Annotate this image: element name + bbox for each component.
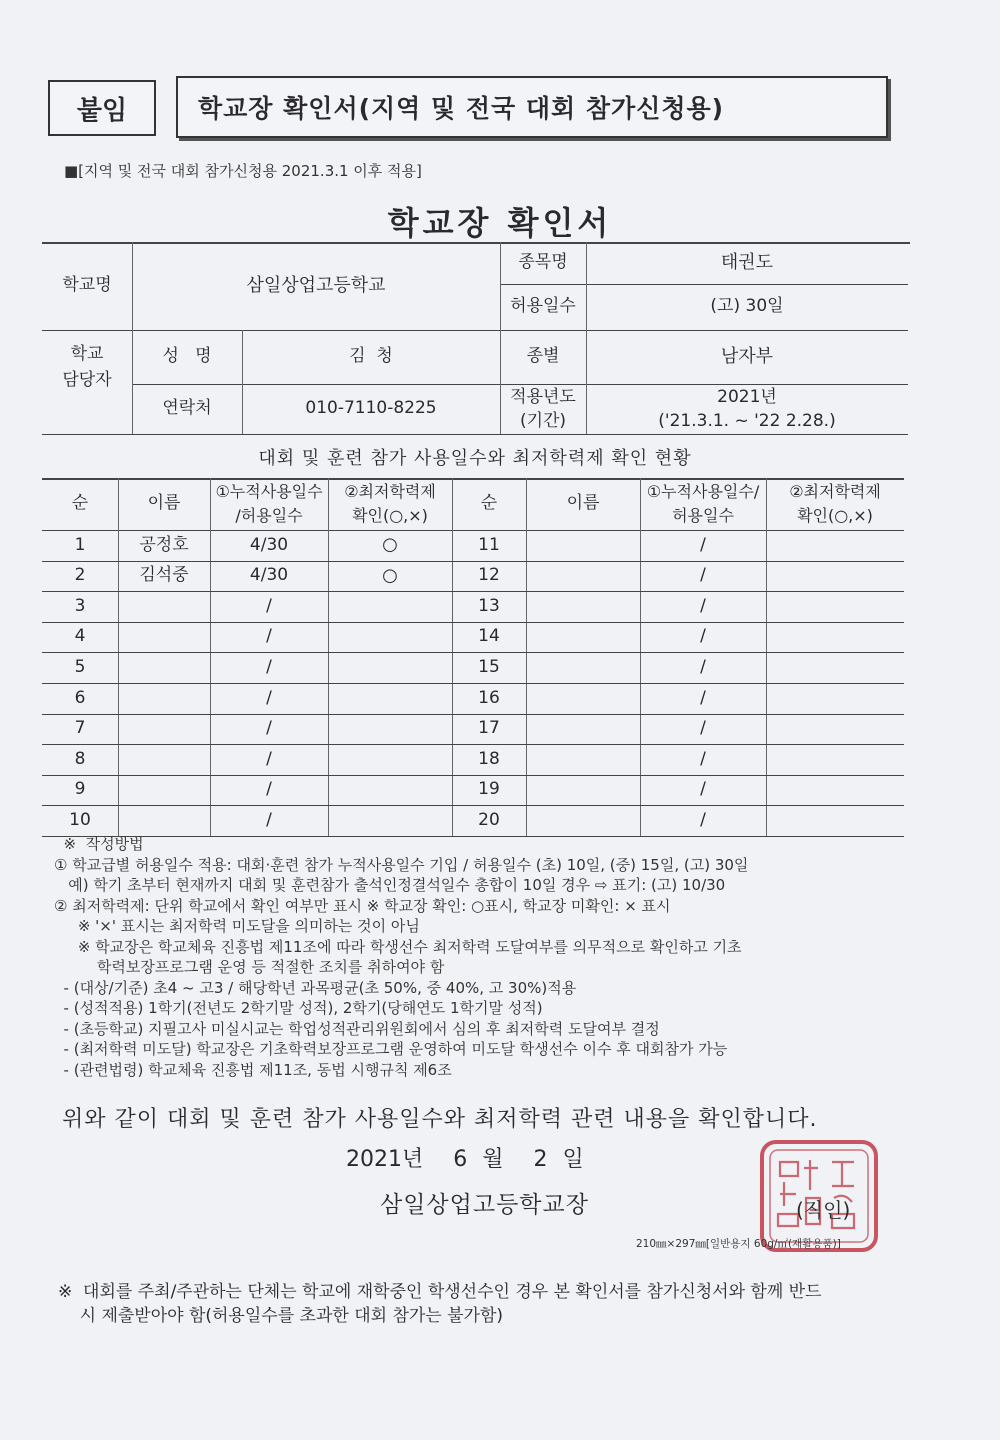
header-name-left: 이름 (147, 493, 181, 514)
allowed-days-label: 허용일수 (510, 296, 576, 317)
header-academic-left-line1: ②최저학력제 (344, 482, 436, 501)
paper-size-text: 210㎜×297㎜[일반용지 60g/㎡(재활용품)] (636, 1238, 841, 1250)
note-line: ※ 학교장은 학교체육 진흥법 제11조에 따라 학생선수 최저학력 도달여부를 의무적으로 확인하고 기초 (54, 937, 742, 956)
table-cell-no: 15 (478, 657, 500, 678)
table-cell-no: 7 (74, 718, 86, 739)
table-cell-name (526, 622, 640, 653)
table-cell-days: / (266, 718, 272, 739)
table-cell-no: 8 (74, 748, 86, 769)
header-academic-right-line1: ②최저학력제 (789, 482, 881, 501)
table-cell-no: 1 (74, 534, 86, 555)
table-cell-name (526, 561, 640, 592)
table-cell-academic (766, 530, 904, 561)
bottom-note-line2: 시 제출받아야 함(허용일수를 초과한 대회 참가는 불가함) (58, 1306, 504, 1326)
table-cell-academic (328, 744, 452, 775)
table-cell-no: 5 (74, 657, 86, 678)
header-order-left: 순 (71, 493, 89, 514)
table-cell-name (526, 591, 640, 622)
note-line: ※ '×' 표시는 최저학력 미도달을 의미하는 것이 아님 (54, 917, 420, 935)
seal-label: (직인) (796, 1198, 851, 1222)
table-cell-no: 11 (478, 534, 500, 555)
table-cell-academic (766, 744, 904, 775)
writing-instructions (54, 834, 934, 1080)
table-cell-academic (766, 805, 904, 836)
table-cell-academic: ○ (382, 564, 398, 586)
table-cell-name (526, 775, 640, 806)
table-cell-name (526, 744, 640, 775)
bottom-note-line1: ※ 대회를 주최/주관하는 단체는 학교에 재학중인 학생선수인 경우 본 확인서를 참가신청서와 함께 반드 (58, 1282, 822, 1302)
header-order-right: 순 (480, 493, 498, 514)
table-cell-days: / (266, 687, 272, 708)
table-cell-academic (328, 622, 452, 653)
manager-label-line2: 담당자 (62, 370, 112, 391)
table-cell-days: / (700, 565, 706, 586)
note-line: - (대상/기준) 초4 ~ 고3 / 해당학년 과목평균(초 50%, 중 40%, 고 30%)적용 (54, 978, 577, 997)
table-cell-days: / (266, 657, 272, 678)
note-line: - (최저학력 미도달) 학교장은 기초학력보장프로그램 운영하여 미도달 학생선수 이수 후 대회참가 가능 (54, 1040, 728, 1058)
table-cell-name (118, 775, 210, 806)
table-cell-no: 14 (478, 626, 500, 647)
table-cell-days: / (700, 748, 706, 769)
principal-name: 삼일상업고등학교장 (380, 1192, 589, 1218)
table-cell-no: 17 (478, 718, 500, 739)
table-cell-days: / (266, 626, 272, 647)
table-cell-days: / (266, 810, 272, 831)
table-cell-days: / (700, 687, 706, 708)
person-name-value: 김 청 (349, 346, 393, 367)
table-cell-academic (328, 805, 452, 836)
school-name-value: 삼일상업고등학교 (246, 274, 386, 296)
table-cell-academic: ○ (382, 534, 398, 556)
table-cell-no: 18 (478, 748, 500, 769)
table-cell-days: / (700, 779, 706, 800)
table-cell-name: 김석중 (139, 565, 189, 586)
event-value: 태권도 (720, 251, 774, 273)
bottom-note (58, 1280, 958, 1328)
header-title: 학교장 확인서(지역 및 전국 대회 참가신청용) (176, 76, 888, 138)
header-days-left-line2: /허용일수 (235, 506, 303, 525)
table-cell-days: 4/30 (249, 534, 289, 555)
table-cell-academic (328, 683, 452, 714)
table-cell-no: 13 (478, 595, 500, 616)
table-cell-name (526, 714, 640, 745)
note-line: - (관련법령) 학교체육 진흥법 제11조, 동법 시행규칙 제6조 (54, 1060, 452, 1079)
table-cell-name (118, 622, 210, 653)
school-name-label: 학교명 (62, 275, 112, 296)
table-cell-no: 10 (69, 810, 91, 831)
table-cell-academic (328, 652, 452, 683)
note-line: ② 최저학력제: 단위 학교에서 확인 여부만 표시 ※ 학교장 확인: ○표시, 학교장 미확인: × 표시 (54, 896, 671, 915)
table-cell-name (118, 652, 210, 683)
section-title: 대회 및 훈련 참가 사용일수와 최저학력제 확인 현황 (258, 447, 692, 469)
notice-text: ■[지역 및 전국 대회 참가신청용 2021.3.1 이후 적용] (64, 162, 422, 180)
table-cell-name: 공정호 (139, 534, 189, 555)
attachment-tag: 붙임 (48, 80, 156, 136)
header-days-right-line2: 허용일수 (672, 506, 734, 525)
page-title: 학교장 확인서 (387, 204, 613, 242)
year-label-line1: 적용년도 (510, 387, 576, 408)
table-cell-days: 4/30 (249, 565, 289, 586)
table-cell-no: 20 (478, 810, 500, 831)
note-line: ① 학교급별 허용일수 적용: 대회·훈련 참가 누적사용일수 기입 / 허용일수 (초) 10일, (중) 15일, (고) 30일 (54, 855, 749, 874)
table-cell-name (118, 591, 210, 622)
table-cell-name (118, 714, 210, 745)
table-cell-name (118, 744, 210, 775)
table-cell-academic (766, 775, 904, 806)
year-value-line1: 2021년 (717, 387, 777, 408)
table-cell-academic (766, 714, 904, 745)
division-label: 종별 (526, 346, 560, 367)
table-cell-academic (766, 561, 904, 592)
table-cell-name (526, 530, 640, 561)
confirmation-text: 위와 같이 대회 및 훈련 참가 사용일수와 최저학력 관련 내용을 확인합니다. (62, 1107, 818, 1132)
issue-date: 2021년 6 월 2 일 (346, 1147, 584, 1172)
table-cell-no: 9 (74, 779, 86, 800)
allowed-days-value: (고) 30일 (710, 296, 784, 317)
table-cell-days: / (700, 718, 706, 739)
table-cell-no: 12 (478, 565, 500, 586)
person-name-label: 성 명 (162, 346, 212, 367)
note-line: - (성적적용) 1학기(전년도 2학기말 성적), 2학기(당해연도 1학기말 성적) (54, 999, 543, 1017)
table-cell-no: 6 (74, 687, 86, 708)
table-cell-no: 4 (74, 626, 86, 647)
contact-value: 010-7110-8225 (305, 398, 437, 419)
table-cell-name (118, 805, 210, 836)
table-cell-academic (328, 714, 452, 745)
table-cell-days: / (700, 626, 706, 647)
table-cell-days: / (700, 534, 706, 555)
table-cell-no: 3 (74, 595, 86, 616)
table-cell-days: / (266, 748, 272, 769)
table-cell-name (118, 683, 210, 714)
table-cell-no: 16 (478, 687, 500, 708)
year-label-line2: (기간) (519, 411, 567, 432)
table-cell-days: / (700, 810, 706, 831)
table-cell-academic (328, 591, 452, 622)
header-days-right-line1: ①누적사용일수/ (646, 482, 760, 501)
table-cell-days: / (700, 595, 706, 616)
table-cell-no: 2 (74, 565, 86, 586)
division-value: 남자부 (720, 345, 774, 367)
contact-label: 연락처 (162, 398, 212, 419)
note-line: ※ 작성방법 (54, 835, 144, 853)
header-academic-left-line2: 확인(○,×) (352, 506, 428, 525)
table-cell-academic (766, 622, 904, 653)
note-line: 학력보장프로그램 운영 등 적절한 조치를 취하여야 함 (54, 958, 445, 976)
manager-label-line1: 학교 (70, 344, 104, 365)
header-days-left-line1: ①누적사용일수 (215, 482, 323, 501)
table-cell-name (526, 652, 640, 683)
table-cell-academic (766, 652, 904, 683)
table-cell-days: / (266, 779, 272, 800)
table-cell-days: / (266, 595, 272, 616)
header-academic-right-line2: 확인(○,×) (797, 506, 873, 525)
table-cell-days: / (700, 657, 706, 678)
header-name-right: 이름 (566, 493, 600, 514)
table-cell-no: 19 (478, 779, 500, 800)
year-value-line2: ('21.3.1. ~ '22 2.28.) (658, 411, 836, 432)
table-cell-name (526, 805, 640, 836)
event-label: 종목명 (518, 252, 568, 273)
table-cell-academic (766, 683, 904, 714)
table-cell-academic (328, 775, 452, 806)
table-cell-academic (766, 591, 904, 622)
note-line: 예) 학기 초부터 현재까지 대회 및 훈련참가 출석인정결석일수 총합이 10일 경우 ⇨ 표기: (고) 10/30 (54, 876, 726, 894)
table-cell-name (526, 683, 640, 714)
note-line: - (초등학교) 지필고사 미실시교는 학업성적관리위원회에서 심의 후 최저학력 도달여부 결정 (54, 1019, 660, 1038)
